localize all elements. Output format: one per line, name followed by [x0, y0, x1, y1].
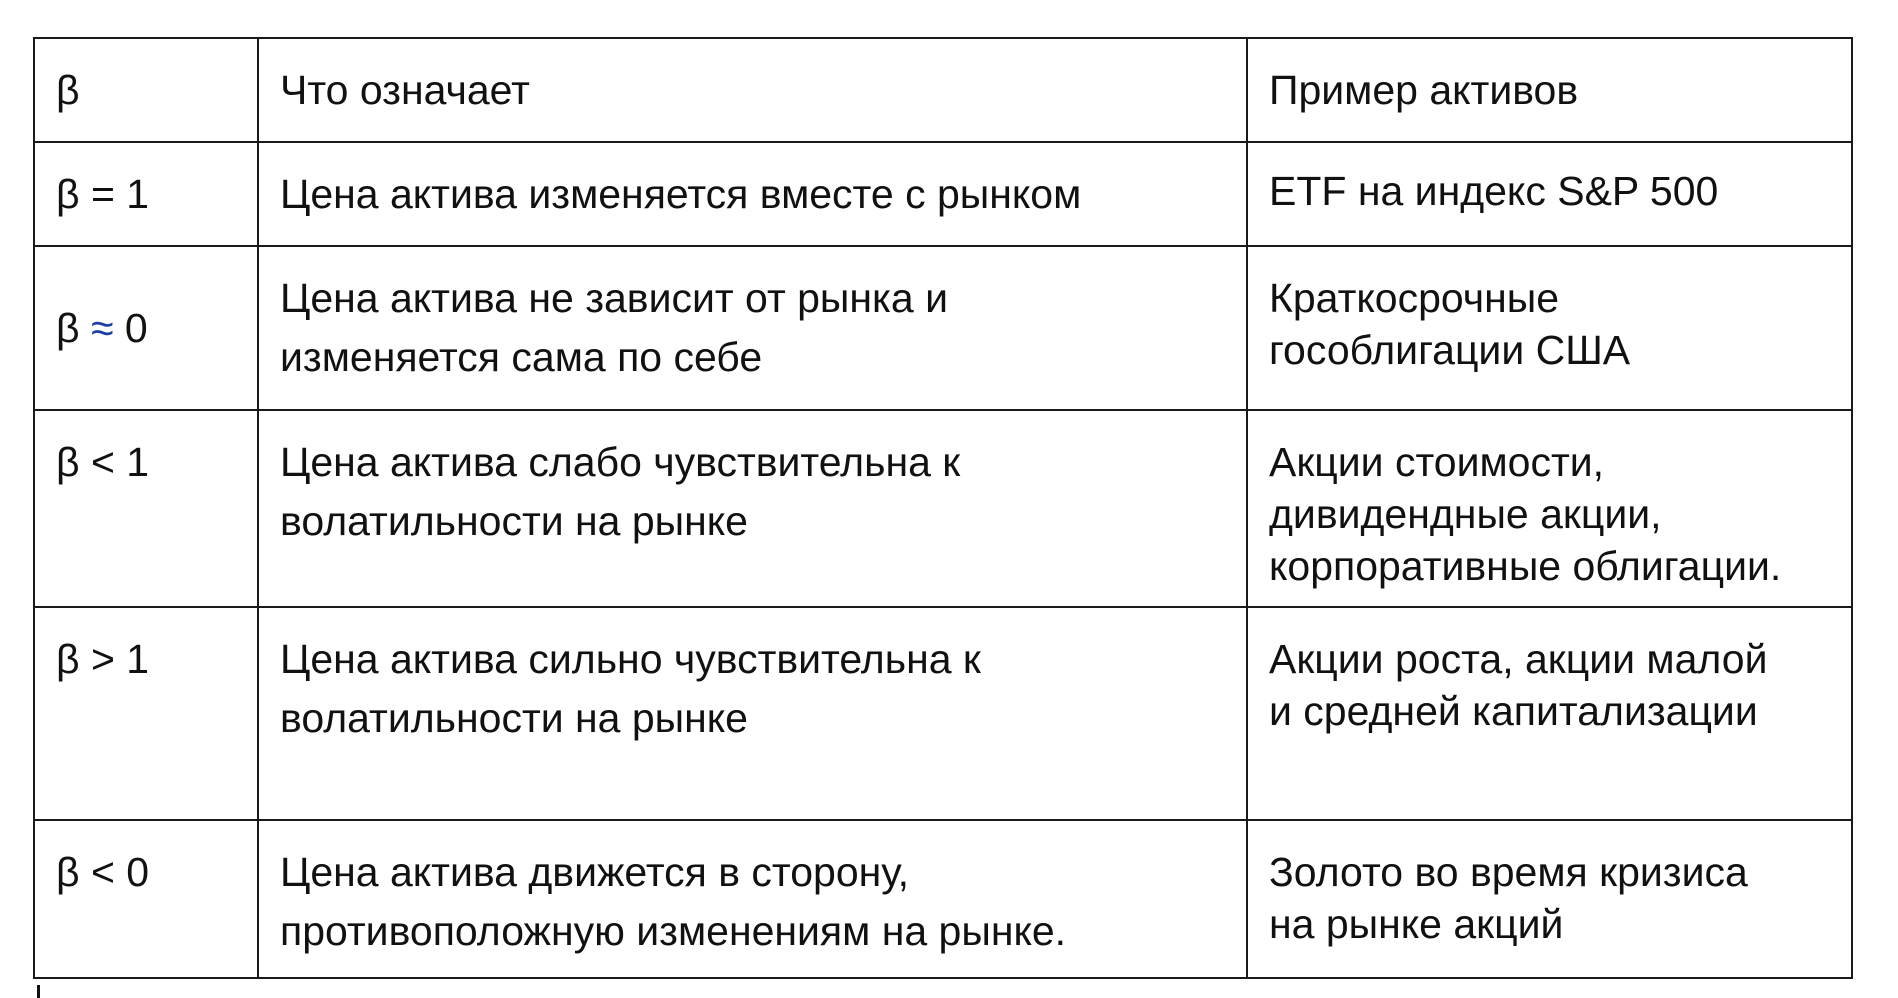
- header-cell-example[interactable]: [1247, 38, 1852, 142]
- meaning-text: Цена актива слабо чувствительна к волатильности на рынке: [280, 439, 961, 544]
- beta-table: [33, 37, 1853, 979]
- example-text: ETF на индекс S&P 500: [1269, 168, 1719, 214]
- header-row: [34, 38, 1852, 142]
- beta-symbol: β: [56, 305, 91, 351]
- example-cell[interactable]: [1247, 142, 1852, 246]
- beta-value: β = 1: [56, 171, 150, 217]
- beta-cell[interactable]: [34, 410, 258, 607]
- header-cell-beta[interactable]: [34, 38, 258, 142]
- example-cell[interactable]: [1247, 820, 1852, 978]
- meaning-text: Цена актива изменяется вместе с рынком: [280, 171, 1082, 217]
- meaning-cell[interactable]: [258, 820, 1247, 978]
- meaning-text: Цена актива движется в сторону, противоположную изменениям на рынке.: [280, 849, 1067, 954]
- meaning-text: Цена актива сильно чувствительна к волатильности на рынке: [280, 636, 981, 741]
- example-text: Акции роста, акции малой и средней капитализации: [1269, 636, 1768, 734]
- header-meaning-label: Что означает: [280, 67, 530, 113]
- text-cursor: [37, 985, 40, 998]
- meaning-cell[interactable]: [258, 410, 1247, 607]
- meaning-text: Цена актива не зависит от рынка и изменяется сама по себе: [280, 275, 948, 380]
- example-cell[interactable]: [1247, 410, 1852, 607]
- beta-value: β < 1: [56, 439, 150, 485]
- table-row: [34, 142, 1852, 246]
- table-row: [34, 410, 1852, 607]
- example-cell[interactable]: [1247, 607, 1852, 820]
- beta-cell[interactable]: [34, 142, 258, 246]
- beta-cell[interactable]: [34, 820, 258, 978]
- header-beta-label: β: [56, 67, 80, 113]
- approx-symbol: ≈: [90, 305, 114, 351]
- beta-value: β > 1: [56, 636, 150, 682]
- example-text: Краткосрочные гособлигации США: [1269, 275, 1631, 373]
- beta-cell[interactable]: [34, 246, 258, 410]
- example-text: Золото во время кризиса на рынке акций: [1269, 849, 1748, 947]
- meaning-cell[interactable]: [258, 246, 1247, 410]
- beta-value: [35, 247, 257, 358]
- example-cell[interactable]: [1247, 246, 1852, 410]
- beta-number: 0: [113, 305, 148, 351]
- table-row: [34, 820, 1852, 978]
- meaning-cell[interactable]: [258, 142, 1247, 246]
- table-row: [34, 607, 1852, 820]
- example-text: Акции стоимости, дивидендные акции, корпоративные облигации.: [1269, 439, 1782, 589]
- header-example-label: Пример активов: [1269, 67, 1579, 113]
- header-cell-meaning[interactable]: [258, 38, 1247, 142]
- meaning-cell[interactable]: [258, 607, 1247, 820]
- table-row: [34, 246, 1852, 410]
- beta-cell[interactable]: [34, 607, 258, 820]
- beta-value: β < 0: [56, 849, 150, 895]
